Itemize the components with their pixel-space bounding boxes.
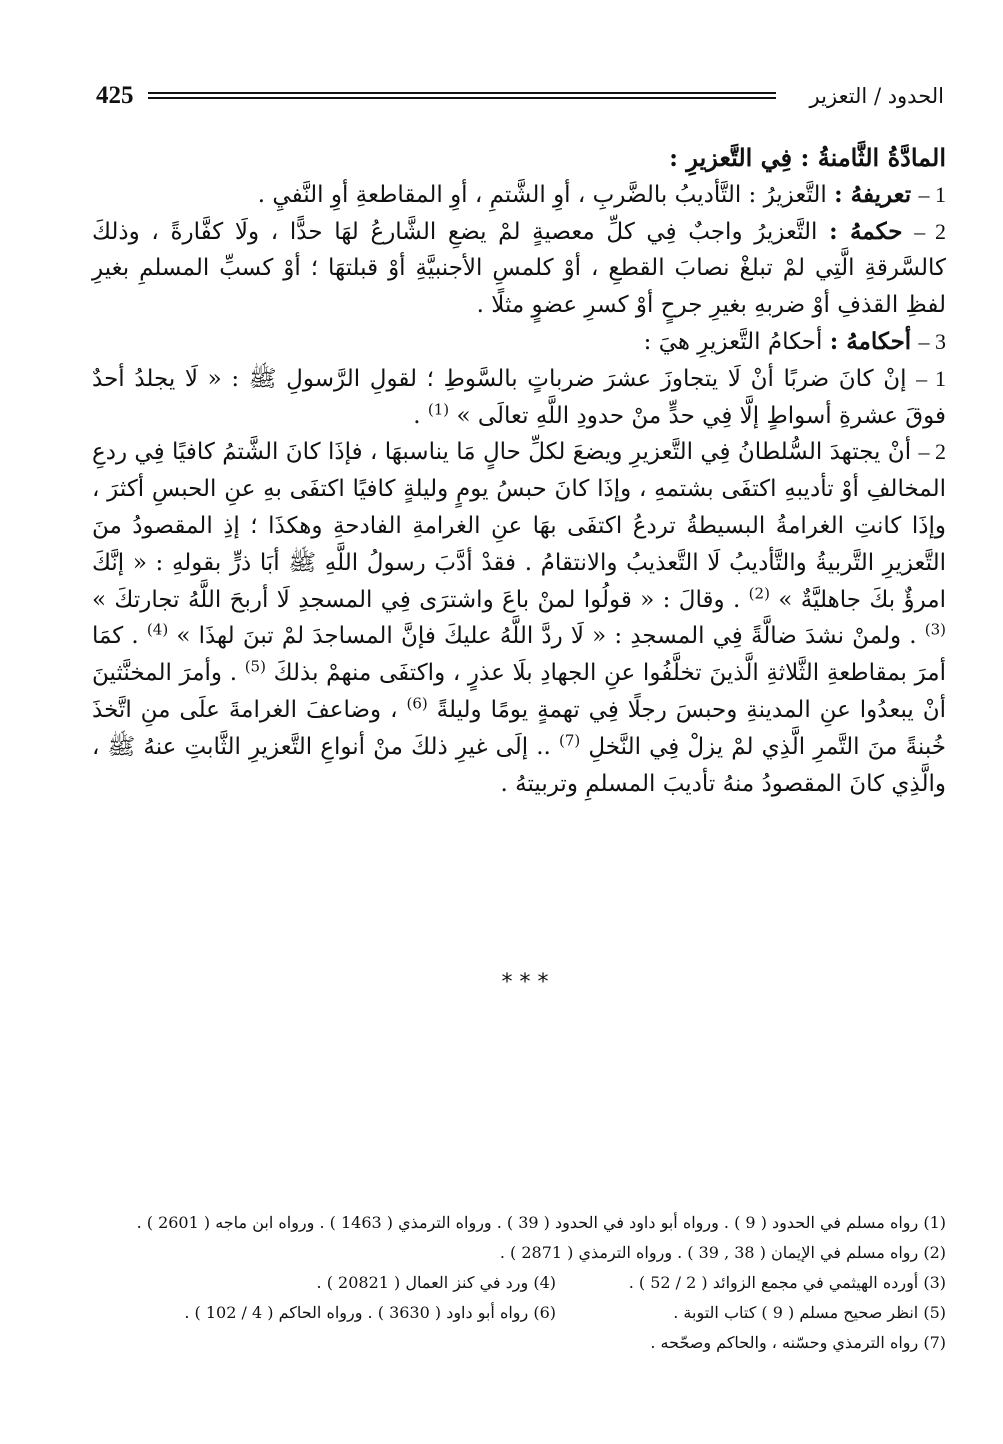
running-header: [96, 82, 944, 122]
footnote-marker: (1): [427, 399, 450, 418]
paragraph-number: 1 –: [918, 181, 946, 207]
header-rule: [148, 92, 776, 99]
definition-paragraph: [92, 177, 946, 214]
footnote-marker: (7): [558, 731, 581, 750]
footnote-3: (3) أورده الهيثمي في مجمع الزوائد ( 2 / 52 ) .: [628, 1273, 946, 1292]
item-text: . كمَا أمرَ بمقاطعةِ الثَّلاثةِ الَّذينَ تخلَّفُوا عنِ الجهادِ بلَا عذرٍ ، واكتفَى منهمْ بذلكَ: [92, 623, 947, 687]
term-label: أحكامهُ :: [829, 327, 912, 355]
running-title: الحدود / التعزير: [809, 84, 944, 108]
item-number: 1 –: [916, 365, 946, 391]
paragraph-number: 2 –: [914, 218, 947, 244]
section-heading: المادَّةُ الثَّامنةُ : فِي التَّعزيرِ :: [669, 143, 946, 172]
footnote-marker: (6): [406, 694, 428, 713]
footnote-5: (5) انظر صحيح مسلم ( 9 ) كتاب التوبة .: [673, 1303, 946, 1322]
item-text: .. إلَى غيرِ ذلكَ منْ أنواعِ التَّعزيرِ الثَّابتِ عنهُ ﷺ ، والَّذِي كانَ المقصودُ منهُ تأديبَ المسلمِ وتربيتهُ .: [92, 733, 946, 797]
rules-paragraph: [92, 324, 946, 361]
paragraph-text: أحكامُ التَّعزيرِ هيَ :: [643, 328, 823, 355]
ruling-paragraph: [92, 214, 946, 324]
item-number: 2 –: [918, 439, 947, 465]
item-text: أنْ يجتهدَ السُّلطانُ فِي التَّعزيرِ ويضعَ لكلِّ حالٍ مَا يناسبهَا ، فإذَا كانَ الشَّتمُ كافيًا فِي ردعِ المخالفِ أوْ تأديبهِ اكتفَى بشتمهِ ، وإذَا كانَ حبسُ يومٍ وليلةٍ كافيًا اكتفَى بهِ عنِ الحبسِ أكثرَ ، وإذَا كانتِ الغرامةُ البسيطةُ تردعُ اكتفَى بهَا عنِ الغرامةِ الفادحةِ وهكذَا ؛ إذِ المقصودُ منَ التَّعزيرِ التَّربيةُ والتَّأديبُ لَا التَّعذيبُ والانتقامُ . فقدْ أدَّبَ رسولُ اللَّهِ ﷺ أبَا ذرٍّ بقولهِ : « إنَّكَ امرؤٌ بكَ جاهليَّةٌ »: [92, 439, 947, 613]
footnote-4: (4) ورد في كنز العمال ( 20821 ) .: [316, 1273, 556, 1292]
item-text: إنْ كانَ ضربًا أنْ لَا يتجاوزَ عشرَ ضرباتٍ بالسَّوطِ ؛ لقولِ الرَّسولِ ﷺ : « لَا يجلدُ أحدٌ فوقَ عشرةِ أسواطٍ إلَّا فِي حدٍّ منْ حدودِ اللَّهِ تعالَى »: [92, 365, 946, 429]
footnote-1: (1) رواه مسلم في الحدود ( 9 ) . ورواه أبو داود في الحدود ( 39 ) . ورواه الترمذي ( 1463 ) . ورواه ابن ماجه ( 2601 ) .: [136, 1213, 946, 1232]
footnote-2: (2) رواه مسلم في الإيمان ( 38 , 39 ) . ورواه الترمذي ( 2871 ) .: [499, 1243, 946, 1262]
footnote-marker: (2): [748, 583, 770, 602]
item-text: ، وضاعفَ الغرامةَ علَى منِ اتَّخذَ خُبنةً منَ التَّمرِ الَّذِي لمْ يزلْ فِي النَّخلِ: [92, 696, 947, 760]
rule-item-2: [92, 434, 946, 802]
paragraph-text: التَّعزيرُ : التَّأديبُ بالضَّربِ ، أوِ الشَّتمِ ، أوِ المقاطعةِ أوِ النَّفيِ .: [257, 181, 827, 208]
section-divider: * * *: [501, 970, 549, 995]
footnotes: [92, 1208, 946, 1358]
rule-item-1: [92, 361, 946, 435]
main-text: [92, 140, 946, 802]
paragraph-text: التَّعزيرُ واجبٌ فِي كلِّ معصيةٍ لمْ يضعِ الشَّارعُ لهَا حدًّا ، ولَا كفَّارةً ، وذلكَ كالسَّرقةِ الَّتِي لمْ تبلغْ نصابَ القطعِ ، أوْ كلمسِ الأجنبيَّةِ أوْ قبلتهَا ؛ أوْ كسبِّ المسلمِ بغيرِ لفظِ القذفِ أوْ ضربهِ بغيرِ جرحٍ أوْ كسرِ عضوٍ مثلًا .: [92, 218, 946, 319]
footnote-7: (7) رواه الترمذي وحسّنه ، والحاكم وصحّحه .: [650, 1333, 946, 1352]
term-label: حكمهُ :: [829, 217, 903, 245]
item-text: . وأمرَ المخنَّثينَ أنْ يبعدُوا عنِ المدينةِ وحبسَ رجلًا فِي تهمةٍ يومًا وليلةً: [92, 660, 947, 723]
footnote-marker: (4): [146, 620, 169, 639]
item-text: . وقالَ : « قولُوا لمنْ باعَ واشترَى فِي المسجدِ لَا أربحَ اللَّهُ تجارتكَ »: [92, 586, 741, 613]
paragraph-number: 3 –: [918, 328, 946, 354]
term-label: تعريفهُ :: [834, 180, 912, 208]
footnote-marker: (3): [924, 620, 946, 639]
footnote-row: [92, 1268, 946, 1298]
footnote-marker: (5): [244, 657, 266, 676]
footnote-6: (6) رواه أبو داود ( 3630 ) . ورواه الحاكم ( 4 / 102 ) .: [184, 1303, 556, 1322]
item-text: . ولمنْ نشدَ ضالَّةً فِي المسجدِ : « لَا ردَّ اللَّهُ عليكَ فإنَّ المساجدَ لمْ تبنَ لهذَا »: [176, 623, 917, 650]
footnote-row: [92, 1298, 946, 1328]
item-text-end: .: [413, 402, 421, 429]
page-number: 425: [96, 82, 134, 109]
